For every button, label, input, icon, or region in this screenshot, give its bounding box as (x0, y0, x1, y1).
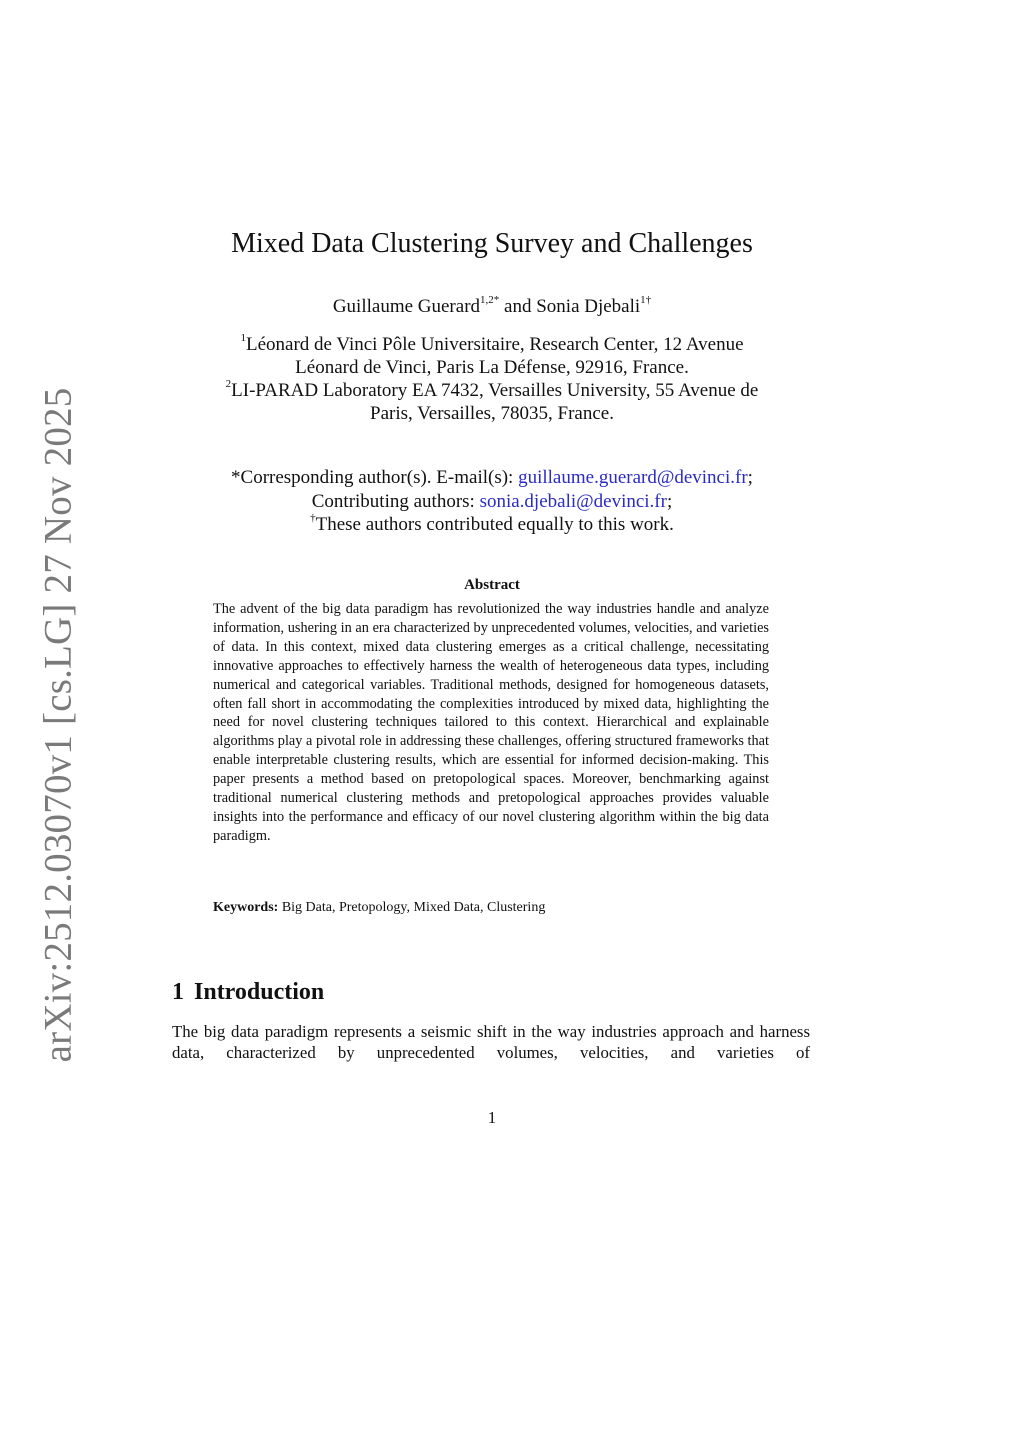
affiliation-line (150, 379, 834, 402)
corresponding-label: *Corresponding author(s). E-mail(s): (231, 467, 519, 488)
dagger-marker: † (310, 511, 316, 524)
punctuation: ; (666, 490, 673, 512)
contributing-label: Contributing authors: (311, 490, 480, 512)
affiliation-text: LI-PARAD Laboratory EA 7432, Versailles University, 55 Avenue de (231, 380, 759, 401)
affiliations (150, 333, 834, 425)
section-number: 1 (172, 979, 184, 1005)
contributing-authors-line (150, 490, 834, 514)
equal-contribution-note (150, 513, 834, 537)
author-name: Guillaume Guerard (332, 296, 481, 317)
affiliation-line: Paris, Versailles, 78035, France. (370, 403, 614, 424)
abstract-heading: Abstract (464, 577, 520, 593)
paper-title: Mixed Data Clustering Survey and Challenges (231, 228, 753, 259)
keywords-label: Keywords: (213, 900, 279, 915)
contributing-email-link[interactable]: sonia.djebali@devinci.fr (479, 490, 667, 512)
corresponding-email-link[interactable]: guillaume.guerard@devinci.fr (518, 467, 748, 488)
author-name: Sonia Djebali (536, 296, 641, 317)
keywords (213, 900, 769, 916)
affiliation-text: Léonard de Vinci Pôle Universitaire, Research Center, 12 Avenue (245, 334, 744, 355)
affiliation-marker: 1 (240, 331, 246, 344)
section-title: Introduction (194, 979, 325, 1005)
page-number: 1 (487, 1108, 497, 1127)
author-line (150, 293, 834, 318)
author-affiliation-marker: 1† (640, 293, 652, 306)
section-heading-introduction (172, 979, 324, 1006)
affiliation-marker: 2 (225, 377, 232, 390)
author-affiliation-marker: 1,2* (480, 293, 500, 306)
equal-contribution-text: These authors contributed equally to this work. (315, 514, 674, 535)
abstract-text: The advent of the big data paradigm has revolutionized the way industries handle and analyze information, ushering in an era characterized by unprecedented volumes, velocities, and varieties of data. In this context, mixed data clustering emerges as a critical challenge, necessitating innovative approaches to effectively harness the wealth of heterogeneous data types, including numerical and categorical variables. Traditional methods, designed for homogeneous datasets, often fall short in accommodating the complexities introduced by mixed data, highlighting the need for novel clustering techniques tailored to this context. Hierarchical and explainable algorithms play a pivotal role in addressing these challenges, offering structured frameworks that enable interpretable clustering results, which are essential for informed decision-making. This paper presents a method based on pretopological spaces. Moreover, benchmarking against traditional numerical clustering methods and pretopological approaches provides valuable insights into the performance and efficacy of our novel clustering algorithm within the big data paradigm. (213, 601, 769, 844)
affiliation-line: Léonard de Vinci, Paris La Défense, 92916, France. (295, 357, 689, 378)
affiliation-line (150, 333, 834, 356)
corresponding-author-line (150, 466, 834, 490)
author-conjunction: and (499, 296, 537, 317)
contact-info (150, 466, 834, 537)
arxiv-identifier-stamp: arXiv:2512.03070v1 [cs.LG] 27 Nov 2025 (36, 387, 80, 1063)
introduction-paragraph: The big data paradigm represents a seismic shift in the way industries approach and harness data, characterized by unprecedented volumes, velocities, and varieties of (172, 1022, 810, 1062)
punctuation: ; (747, 467, 753, 488)
keywords-list: Big Data, Pretopology, Mixed Data, Clustering (278, 900, 546, 915)
